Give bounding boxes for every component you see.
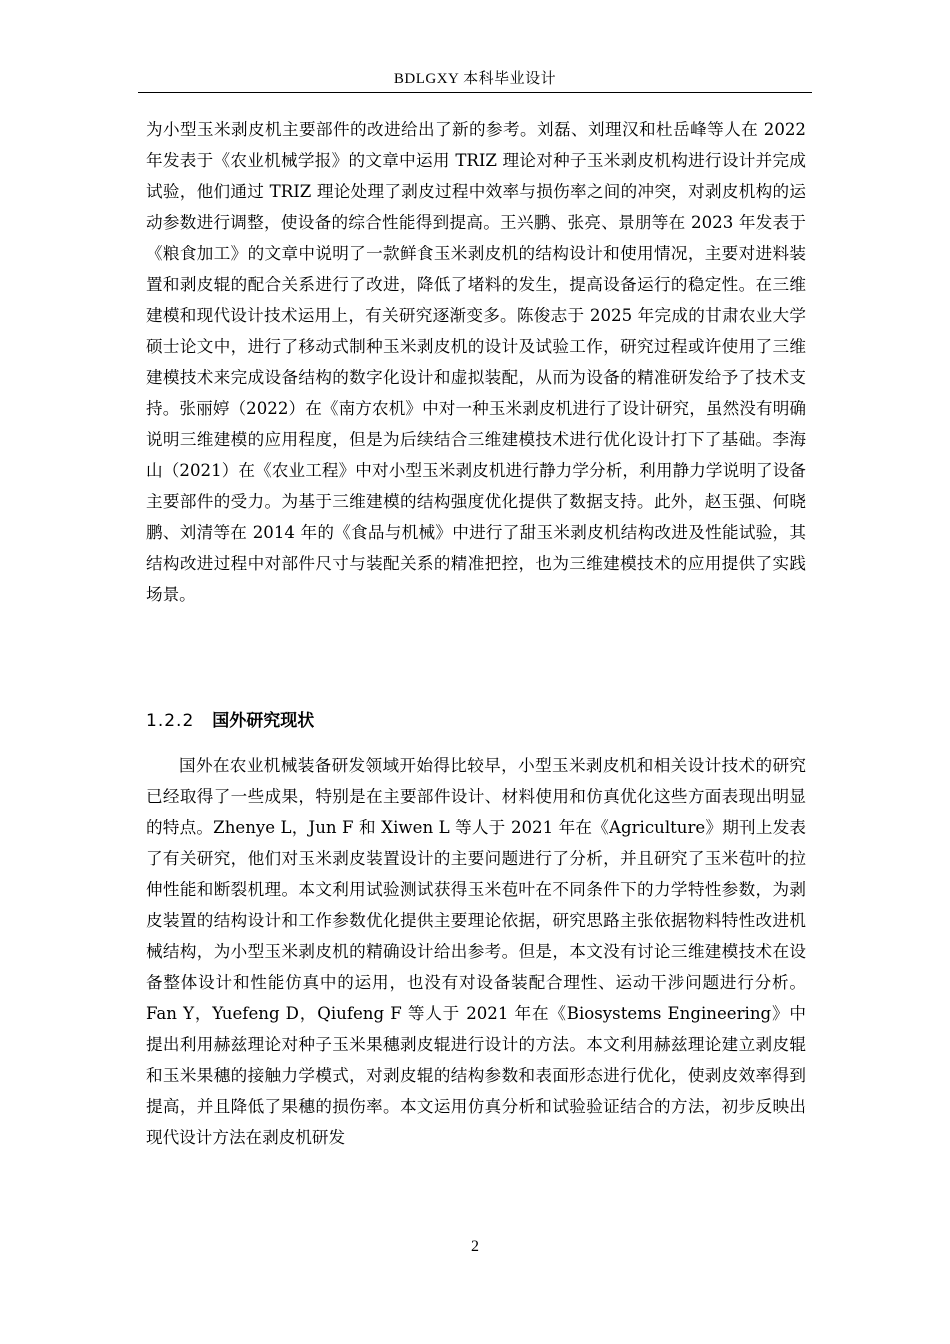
section-number: 1.2.2: [146, 711, 195, 731]
body-paragraph-2: 国外在农业机械装备研发领域开始得比较早，小型玉米剥皮机和相关设计技术的研究已经取得了一些成果，特别是在主要部件设计、材料使用和仿真优化这些方面表现出明显的特点。Zhenye L，Jun F 和 Xiwen L 等人于 2021 年在《Agriculture》期刊上发表了有关研究，他们对玉米剥皮装置设计的主要问题进行了分析，并且研究了玉米苞叶的拉伸性能和断裂机理。本文利用试验测试获得玉米苞叶在不同条件下的力学特性参数，为剥皮装置的结构设计和工作参数优化提供主要理论依据，研究思路主张依据物料特性改进机械结构，为小型玉米剥皮机的精确设计给出参考。但是，本文没有讨论三维建模技术在设备整体设计和性能仿真中的运用，也没有对设备装配合理性、运动干涉问题进行分析。Fan Y，Yuefeng D，Qiufeng F 等人于 2021 年在《Biosystems Engineering》中提出利用赫兹理论对种子玉米果穗剥皮辊进行设计的方法。本文利用赫兹理论建立剥皮辊和玉米果穗的接触力学模式，对剥皮辊的结构参数和表面形态进行优化，使剥皮效率得到提高，并且降低了果穗的损伤率。本文运用仿真分析和试验验证结合的方法，初步反映出现代设计方法在剥皮机研发: [146, 756, 806, 1147]
header-divider: [138, 92, 812, 93]
body-paragraph-1: 为小型玉米剥皮机主要部件的改进给出了新的参考。刘磊、刘理汉和杜岳峰等人在 2022 年发表于《农业机械学报》的文章中运用 TRIZ 理论对种子玉米剥皮机构进行设计并完成试验，他们通过 TRIZ 理论处理了剥皮过程中效率与损伤率之间的冲突，对剥皮机构的运动参数进行调整，使设备的综合性能得到提高。王兴鹏、张亮、景朋等在 2023 年发表于《粮食加工》的文章中说明了一款鲜食玉米剥皮机的结构设计和使用情况，主要对进料装置和剥皮辊的配合关系进行了改进，降低了堵料的发生，提高设备运行的稳定性。在三维建模和现代设计技术运用上，有关研究逐渐变多。陈俊志于 2025 年完成的甘肃农业大学硕士论文中，进行了移动式制种玉米剥皮机的设计及试验工作，研究过程或许使用了三维建模技术来完成设备结构的数字化设计和虚拟装配，从而为设备的精准研发给予了技术支持。张丽婷（2022）在《南方农机》中对一种玉米剥皮机进行了设计研究，虽然没有明确说明三维建模的应用程度，但是为后续结合三维建模技术进行优化设计打下了基础。李海山（2021）在《农业工程》中对小型玉米剥皮机进行静力学分析，利用静力学说明了设备主要部件的受力。为基于三维建模的结构强度优化提供了数据支持。此外，赵玉强、何晓鹏、刘清等在 2014 年的《食品与机械》中进行了甜玉米剥皮机结构改进及性能试验，其结构改进过程中对部件尺寸与装配关系的精准把控，也为三维建模技术的应用提供了实践场景。: [146, 120, 806, 604]
section-heading: [146, 708, 314, 734]
page-header-title: BDLGXY 本科毕业设计: [393, 71, 557, 87]
section-title: 国外研究现状: [212, 711, 315, 731]
page-number: 2: [471, 1238, 479, 1255]
